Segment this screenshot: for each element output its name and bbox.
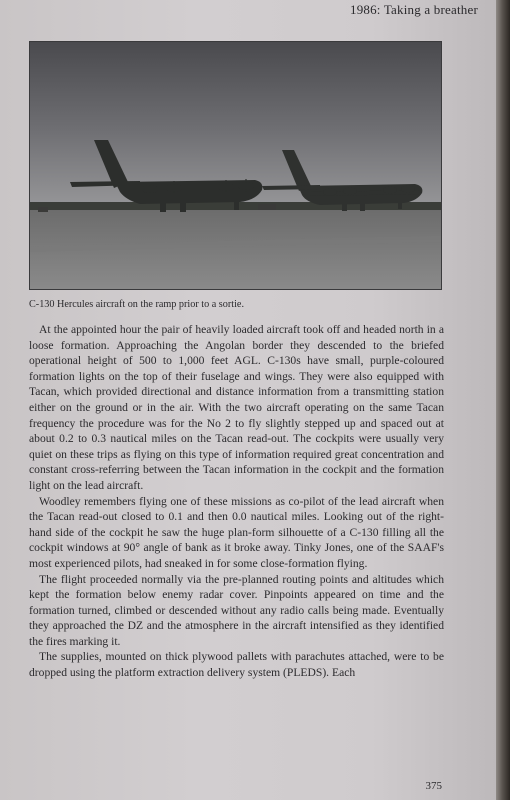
- photo-c130-aircraft: [29, 41, 442, 290]
- paragraph-2: Woodley remembers flying one of these missions as co-pilot of the lead aircraft when the Tacan read-out closed to 0.1 and then 0.0 nautical miles. Looking out of the right-hand side of the cockpit he saw the huge plan-form silhouette of a C-130 filling all the cockpit windows at 90° angle of bank as it broke away. Tinky Jones, one of the SAAF's most experienced pilots, had sneaked in for some close-formation flying.: [29, 494, 444, 570]
- photo-caption: C-130 Hercules aircraft on the ramp prior to a sortie.: [29, 299, 244, 310]
- aircraft-photo-illustration: [30, 42, 441, 289]
- running-head: 1986: Taking a breather: [350, 2, 478, 17]
- book-edge-shadow: [496, 0, 510, 800]
- page-number: 375: [425, 780, 442, 792]
- paragraph-4: The supplies, mounted on thick plywood pallets with parachutes attached, were to be dropped using the platform extraction delivery system (PLEDS). Each: [29, 650, 444, 680]
- paragraph-3: The flight proceeded normally via the pre-planned routing points and altitudes which kept the formation below enemy radar cover. Pinpoints appeared on time and the formation turned, climbed or descended without any radio calls being made. Eventually they approached the DZ and the atmosphere in the aircraft intensified as they identified the fires marking it.: [29, 572, 444, 648]
- body-text: [29, 322, 444, 681]
- ground-vehicle: [258, 204, 276, 210]
- paragraph-1: At the appointed hour the pair of heavily loaded aircraft took off and headed north in a loose formation. Approaching the Angolan border they descended to the briefed operational height of 500 to 1,000 feet AGL. C-130s have small, purple-coloured formation lights on the top of their fuselage and wings. They were also equipped with Tacan, which provided directional and distance information from a transmitting station either on the ground or in the air. With the two aircraft operating on the same Tacan frequency the procedure was for the No 2 to fly slightly stepped up and spaced out at about 0.2 to 0.3 nautical miles on the Tacan read-out. The cockpits were usually very quiet on these trips as flying on this type of information required great concentration and constant cross-referring between the Tacan information in the cockpit and the formation light on the lead aircraft.: [29, 323, 444, 492]
